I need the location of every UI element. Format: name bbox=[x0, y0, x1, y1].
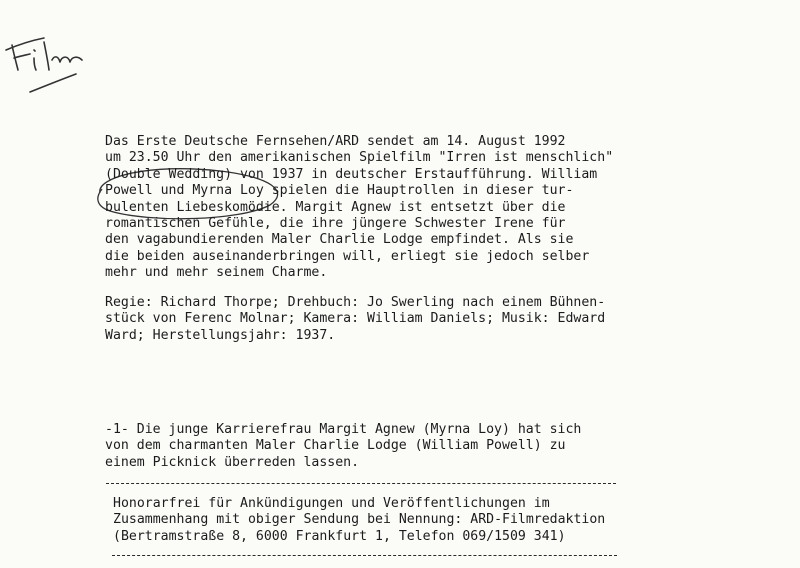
text-line: Ward; Herstellungsjahr: 1937. bbox=[105, 327, 336, 343]
text-line: einem Picknick überreden lassen. bbox=[105, 454, 360, 470]
dashed-divider bbox=[112, 555, 617, 556]
text-line: Regie: Richard Thorpe; Drehbuch: Jo Swerling nach einem Bühnen- bbox=[105, 295, 606, 310]
film-credits bbox=[105, 295, 605, 344]
text-line: bulenten Liebeskomödie. Margit Agnew ist entsetzt über die bbox=[105, 199, 566, 215]
text-line: mehr und mehr seinem Charme. bbox=[105, 265, 328, 281]
text-line: Zusammenhang mit obiger Sendung bei Nennung: ARD-Filmredaktion bbox=[113, 512, 606, 528]
text-line: Honorarfrei für Ankündigungen und Veröffentlichungen im bbox=[113, 496, 550, 511]
copyright-notice bbox=[113, 496, 605, 545]
text-line: den vagabundierenden Maler Charlie Lodge empfindet. Als sie bbox=[105, 232, 574, 248]
text-line: Das Erste Deutsche Fernsehen/ARD sendet am 14. August 1992 bbox=[105, 134, 566, 149]
photo-caption bbox=[105, 422, 581, 471]
dashed-divider bbox=[106, 483, 616, 484]
text-line: Powell und Myrna Loy spielen die Hauptrollen in dieser tur- bbox=[105, 183, 574, 199]
text-line: (Double Wedding) von 1937 in deutscher Erstaufführung. William bbox=[105, 166, 598, 182]
text-line: die beiden auseinanderbringen will, erliegt sie jedoch selber bbox=[105, 248, 590, 264]
text-line: romantischen Gefühle, die ihre jüngere Schwester Irene für bbox=[105, 216, 566, 232]
text-line: stück von Ferenc Molnar; Kamera: William Daniels; Musik: Edward bbox=[105, 311, 606, 327]
handwritten-note-film bbox=[0, 0, 120, 110]
text-line: um 23.50 Uhr den amerikanischen Spielfilm "Irren ist menschlich" bbox=[105, 150, 614, 166]
text-line: (Bertramstraße 8, 6000 Frankfurt 1, Telefon 069/1509 341) bbox=[113, 528, 566, 544]
text-line: -1- Die junge Karrierefrau Margit Agnew (Myrna Loy) hat sich bbox=[105, 422, 582, 437]
broadcast-announcement bbox=[105, 134, 613, 282]
text-line: von dem charmanten Maler Charlie Lodge (William Powell) zu bbox=[105, 438, 566, 454]
